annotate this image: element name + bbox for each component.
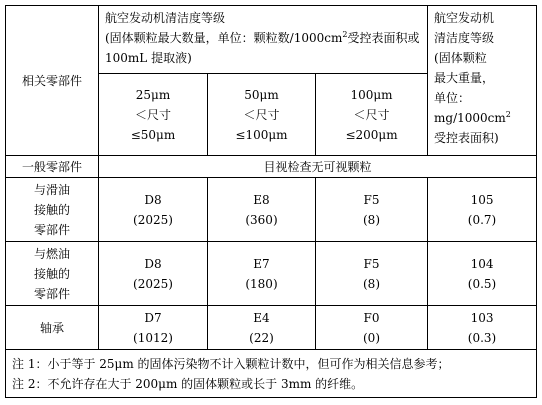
part-label: 与滑油 接触的 零部件	[6, 178, 99, 242]
size-range-2: 50μm ＜尺寸 ≤100μm	[208, 74, 316, 156]
table-cell: E4 (22)	[208, 306, 316, 350]
size-range-1: 25μm ＜尺寸 ≤50μm	[99, 74, 208, 156]
table-cell: D7 (1012)	[99, 306, 208, 350]
table-cell: 103 (0.3)	[428, 306, 537, 350]
cleanliness-table	[5, 5, 537, 398]
table-cell: E8 (360)	[208, 178, 316, 242]
size-range-3: 100μm ＜尺寸 ≤200μm	[316, 74, 428, 156]
table-row	[6, 306, 537, 350]
table-cell: F5 (8)	[316, 178, 428, 242]
table-cell: E7 (180)	[208, 242, 316, 306]
part-label: 轴承	[6, 306, 99, 350]
part-column-header: 相关零部件	[6, 6, 99, 156]
weight-header: 航空发动机 清洁度等级 (固体颗粒 最大重量， 单位： $mg/1000cm^2$ 受控表面积)	[428, 6, 537, 156]
table-notes	[6, 350, 537, 398]
table-cell: 104 (0.5)	[428, 242, 537, 306]
note-1: 注 1：小于等于 25μm 的固体污染物不计入颗粒计数中，但可作为相关信息参考；	[12, 356, 450, 371]
table-row	[6, 242, 537, 306]
table-cell: 105 (0.7)	[428, 178, 537, 242]
table-cell: F0 (0)	[316, 306, 428, 350]
general-parts-label: 一般零部件	[6, 156, 99, 178]
note-2: 注 2：不允许存在大于 200μm 的固体颗粒或长于 3mm 的纤维。	[12, 376, 364, 391]
table-row	[6, 178, 537, 242]
particle-count-header: 航空发动机清洁度等级 (固体颗粒最大数量，单位：颗粒数$/1000cm^2$受控表面积或 100mL 提取液)	[99, 6, 428, 74]
table-cell: F5 (8)	[316, 242, 428, 306]
part-label: 与燃油 接触的 零部件	[6, 242, 99, 306]
table-cell: D8 (2025)	[99, 242, 208, 306]
general-parts-value: 目视检查无可视颗粒	[99, 156, 537, 178]
table-cell: D8 (2025)	[99, 178, 208, 242]
